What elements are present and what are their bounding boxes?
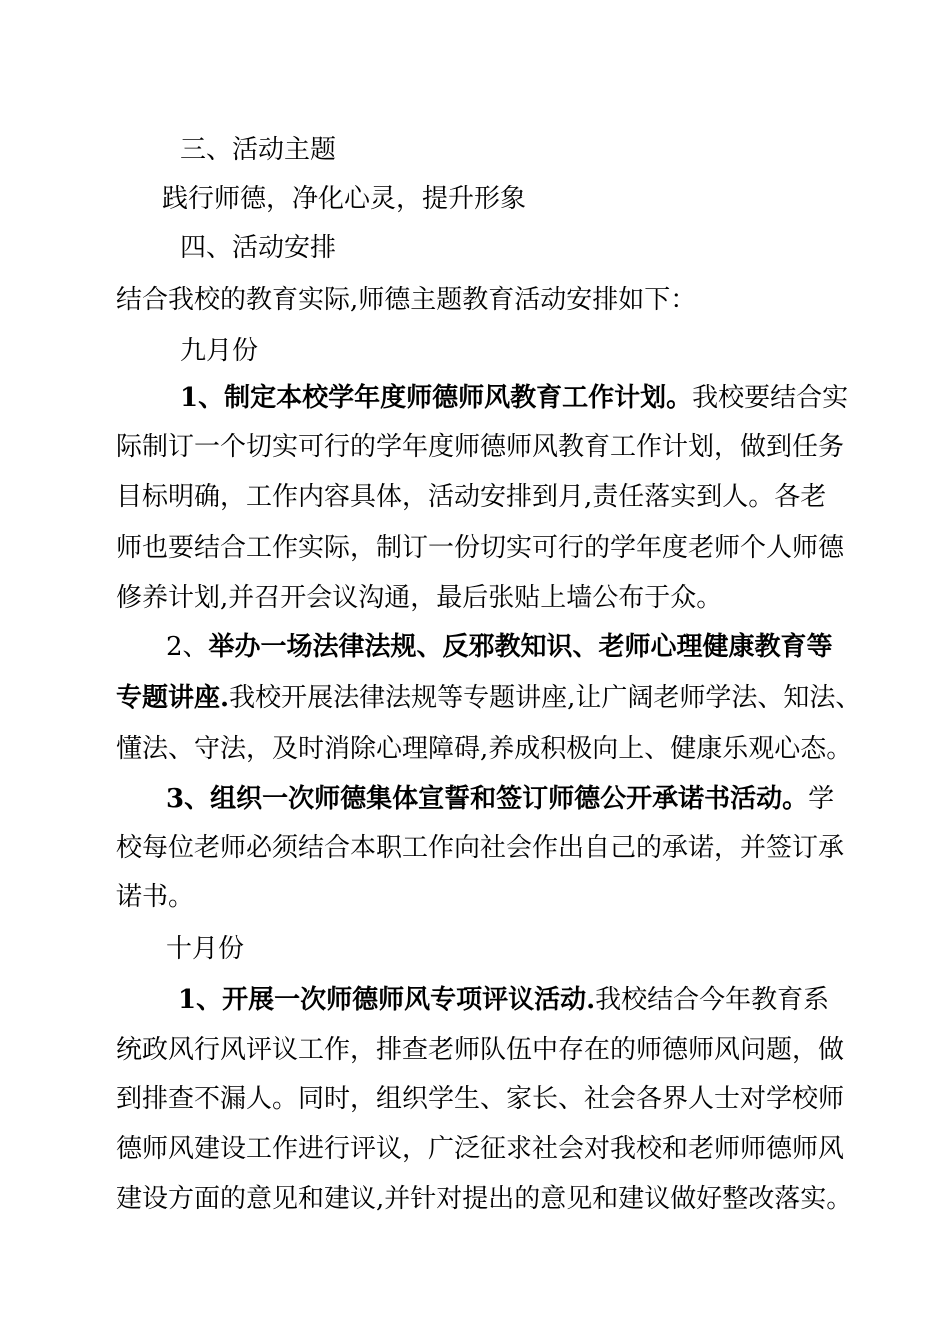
oct-item-1-first-line: [178, 984, 829, 1016]
sept-item-2-text: 我校开展法律法规等专题讲座,让广阔老师学法、知法、: [229, 683, 862, 713]
sept-item-2-number: 2、: [166, 632, 209, 662]
oct-item-1-line-4: 德师风建设工作进行评议，广泛征求社会对我校和老师师德师风: [116, 1134, 845, 1164]
oct-item-1-title: 1、开展一次师德师风专项评议活动.: [178, 985, 596, 1015]
sept-item-2-title: 举办一场法律法规、反邪教知识、老师心理健康教育等: [208, 632, 833, 662]
section-text-theme: 践行师德，净化心灵，提升形象: [162, 184, 527, 214]
section-text-arrangement: 结合我校的教育实际,师德主题教育活动安排如下：: [116, 285, 697, 315]
sept-item-1-line-4: 师也要结合工作实际，制订一份切实可行的学年度老师个人师德: [116, 533, 845, 563]
sept-item-1-line-2: 际制订一个切实可行的学年度师德师风教育工作计划，做到任务: [116, 432, 845, 462]
month-label-september: 九月份: [180, 336, 259, 366]
sept-item-3-text: 学: [808, 784, 835, 814]
sept-item-3-line-3: 诺书。: [116, 882, 195, 912]
section-heading-theme: 三、活动主题: [180, 135, 337, 165]
sept-item-1-title: 1、制定本校学年度师德师风教育工作计划。: [180, 383, 693, 413]
sept-item-2-title-cont: 专题讲座.: [116, 683, 230, 713]
sept-item-1-text: 我校要结合实: [692, 383, 849, 413]
sept-item-1-first-line: [180, 382, 848, 414]
sept-item-2-second-line: [116, 682, 861, 714]
oct-item-1-line-3: 到排查不漏人。同时，组织学生、家长、社会各界人士对学校师: [116, 1084, 845, 1114]
section-heading-arrangement: 四、活动安排: [180, 233, 337, 263]
oct-item-1-text: 我校结合今年教育系: [595, 985, 830, 1015]
sept-item-1-line-3: 目标明确，工作内容具体，活动安排到月,责任落实到人。各老: [116, 482, 827, 512]
month-label-october: 十月份: [166, 934, 245, 964]
sept-item-3-title: 3、组织一次师德集体宣誓和签订师德公开承诺书活动。: [166, 784, 809, 814]
sept-item-2-line-3: 懂法、守法，及时消除心理障碍,养成积极向上、健康乐观心态。: [116, 734, 853, 764]
sept-item-3-line-2: 校每位老师必须结合本职工作向社会作出自己的承诺，并签订承: [116, 833, 845, 863]
sept-item-3-first-line: [166, 783, 834, 815]
sept-item-2-first-line: [166, 631, 833, 663]
oct-item-1-line-2: 统政风行风评议工作，排查老师队伍中存在的师德师风问题，做: [116, 1035, 845, 1065]
oct-item-1-line-5: 建设方面的意见和建议,并针对提出的意见和建议做好整改落实。: [116, 1184, 853, 1214]
sept-item-1-line-5: 修养计划,并召开会议沟通，最后张贴上墙公布于众。: [116, 583, 723, 613]
